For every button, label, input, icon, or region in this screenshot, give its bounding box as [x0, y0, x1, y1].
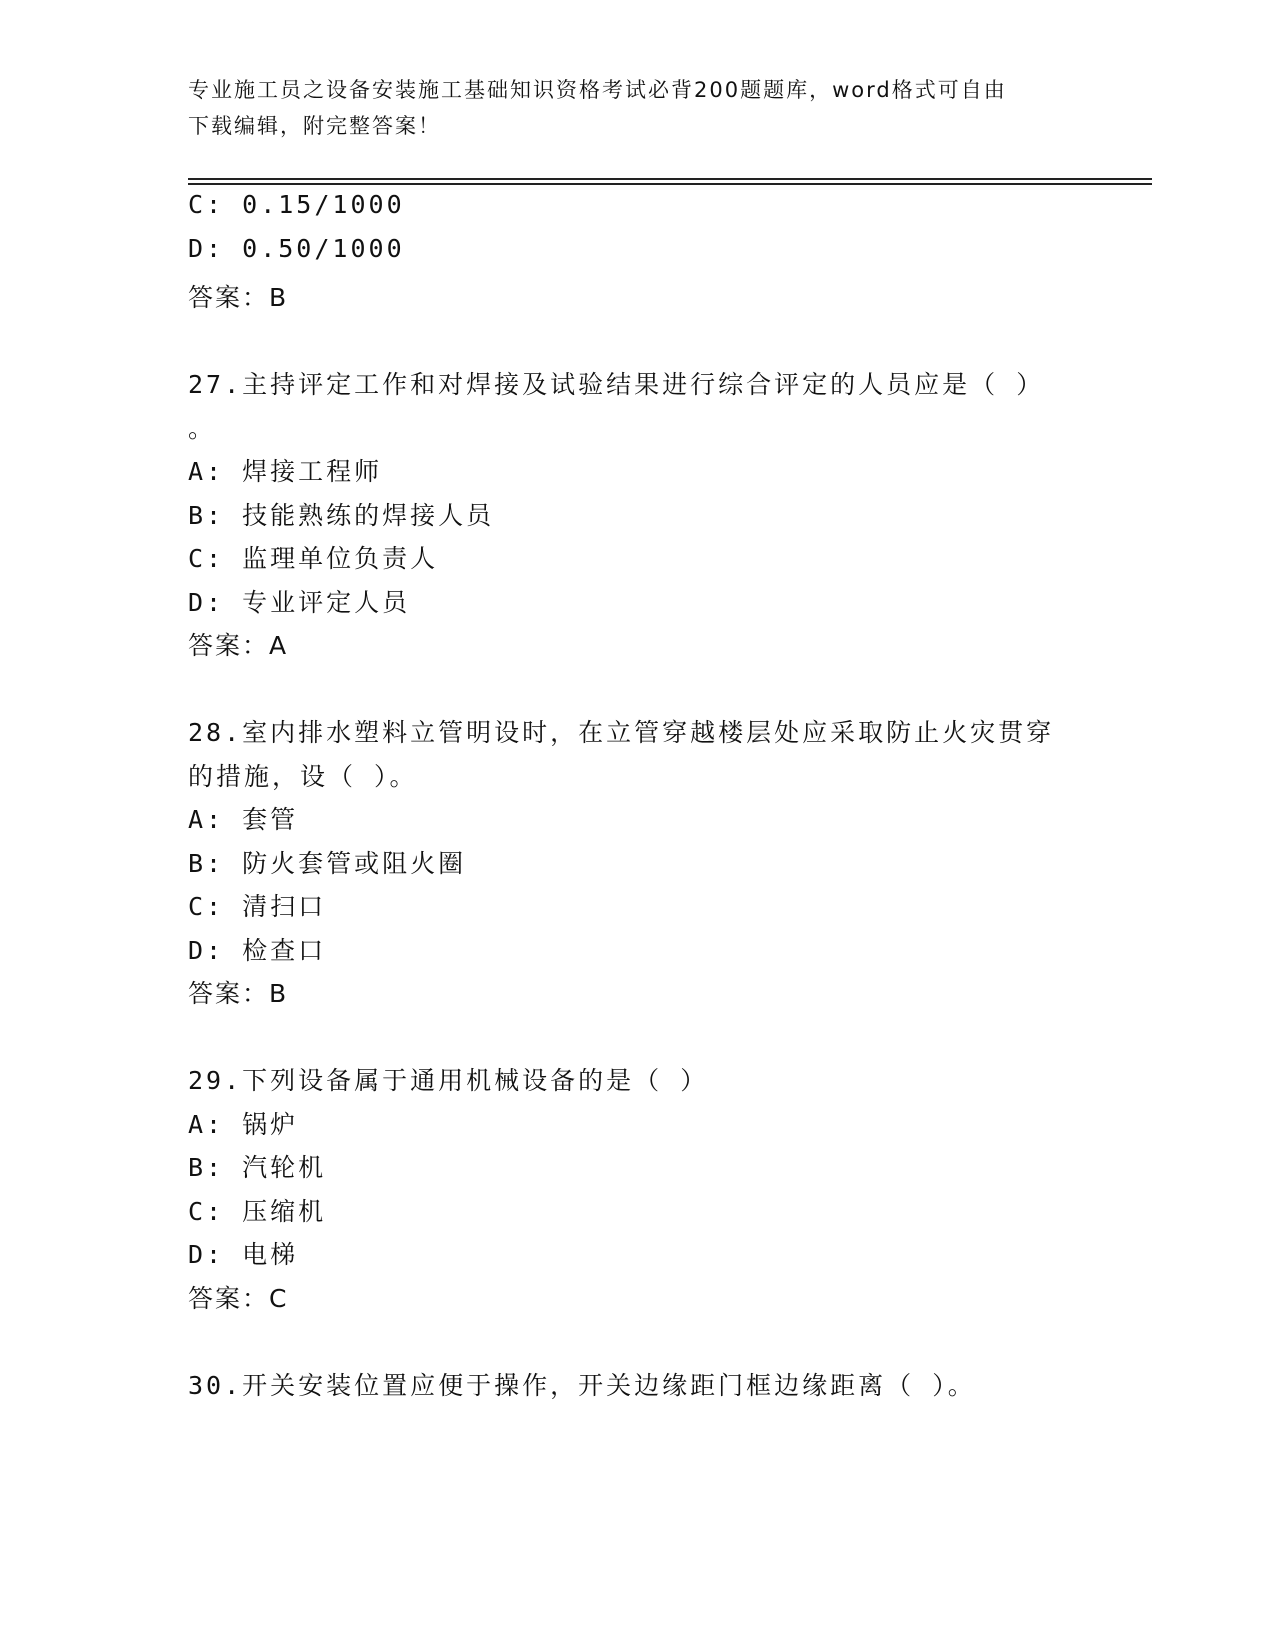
- option-d-q29: D: 电梯: [188, 1240, 299, 1269]
- question-27: 27.主持评定工作和对焊接及试验结果进行综合评定的人员应是（ ）: [188, 370, 1045, 399]
- option-b-q29: B: 汽轮机: [188, 1153, 327, 1182]
- option-b-q28: B: 防火套管或阻火圈: [188, 849, 467, 878]
- answer-q27: 答案：A: [188, 631, 289, 660]
- answer-q29: 答案：C: [188, 1284, 289, 1313]
- document-header: [188, 72, 1088, 144]
- option-d-q28: D: 检查口: [188, 936, 327, 965]
- option-c-q27: C: 监理单位负责人: [188, 544, 439, 573]
- question-27-cont: 。: [188, 414, 217, 443]
- option-d-q27: D: 专业评定人员: [188, 588, 411, 617]
- header-line-2: 下载编辑，附完整答案！: [188, 114, 441, 138]
- header-divider-bottom: [188, 183, 1152, 185]
- answer-q28: 答案：B: [188, 979, 289, 1008]
- option-d-q26: D: 0.50/1000: [188, 234, 405, 263]
- option-a-q27: A: 焊接工程师: [188, 457, 383, 486]
- header-line-1: 专业施工员之设备安装施工基础知识资格考试必背200题题库，word格式可自由: [188, 78, 1007, 102]
- option-a-q29: A: 锅炉: [188, 1110, 299, 1139]
- option-c-q28: C: 清扫口: [188, 892, 327, 921]
- option-b-q27: B: 技能熟练的焊接人员: [188, 501, 495, 530]
- question-29: 29.下列设备属于通用机械设备的是（ ）: [188, 1066, 709, 1095]
- header-divider-top: [188, 178, 1152, 180]
- option-c-q26: C: 0.15/1000: [188, 190, 405, 219]
- question-30: 30.开关安装位置应便于操作，开关边缘距门框边缘距离（ ）。: [188, 1371, 976, 1400]
- question-28: 28.室内排水塑料立管明设时，在立管穿越楼层处应采取防止火灾贯穿: [188, 718, 1055, 747]
- option-c-q29: C: 压缩机: [188, 1197, 327, 1226]
- answer-q26: 答案：B: [188, 283, 289, 312]
- option-a-q28: A: 套管: [188, 805, 299, 834]
- question-28-cont: 的措施，设（ ）。: [188, 762, 418, 791]
